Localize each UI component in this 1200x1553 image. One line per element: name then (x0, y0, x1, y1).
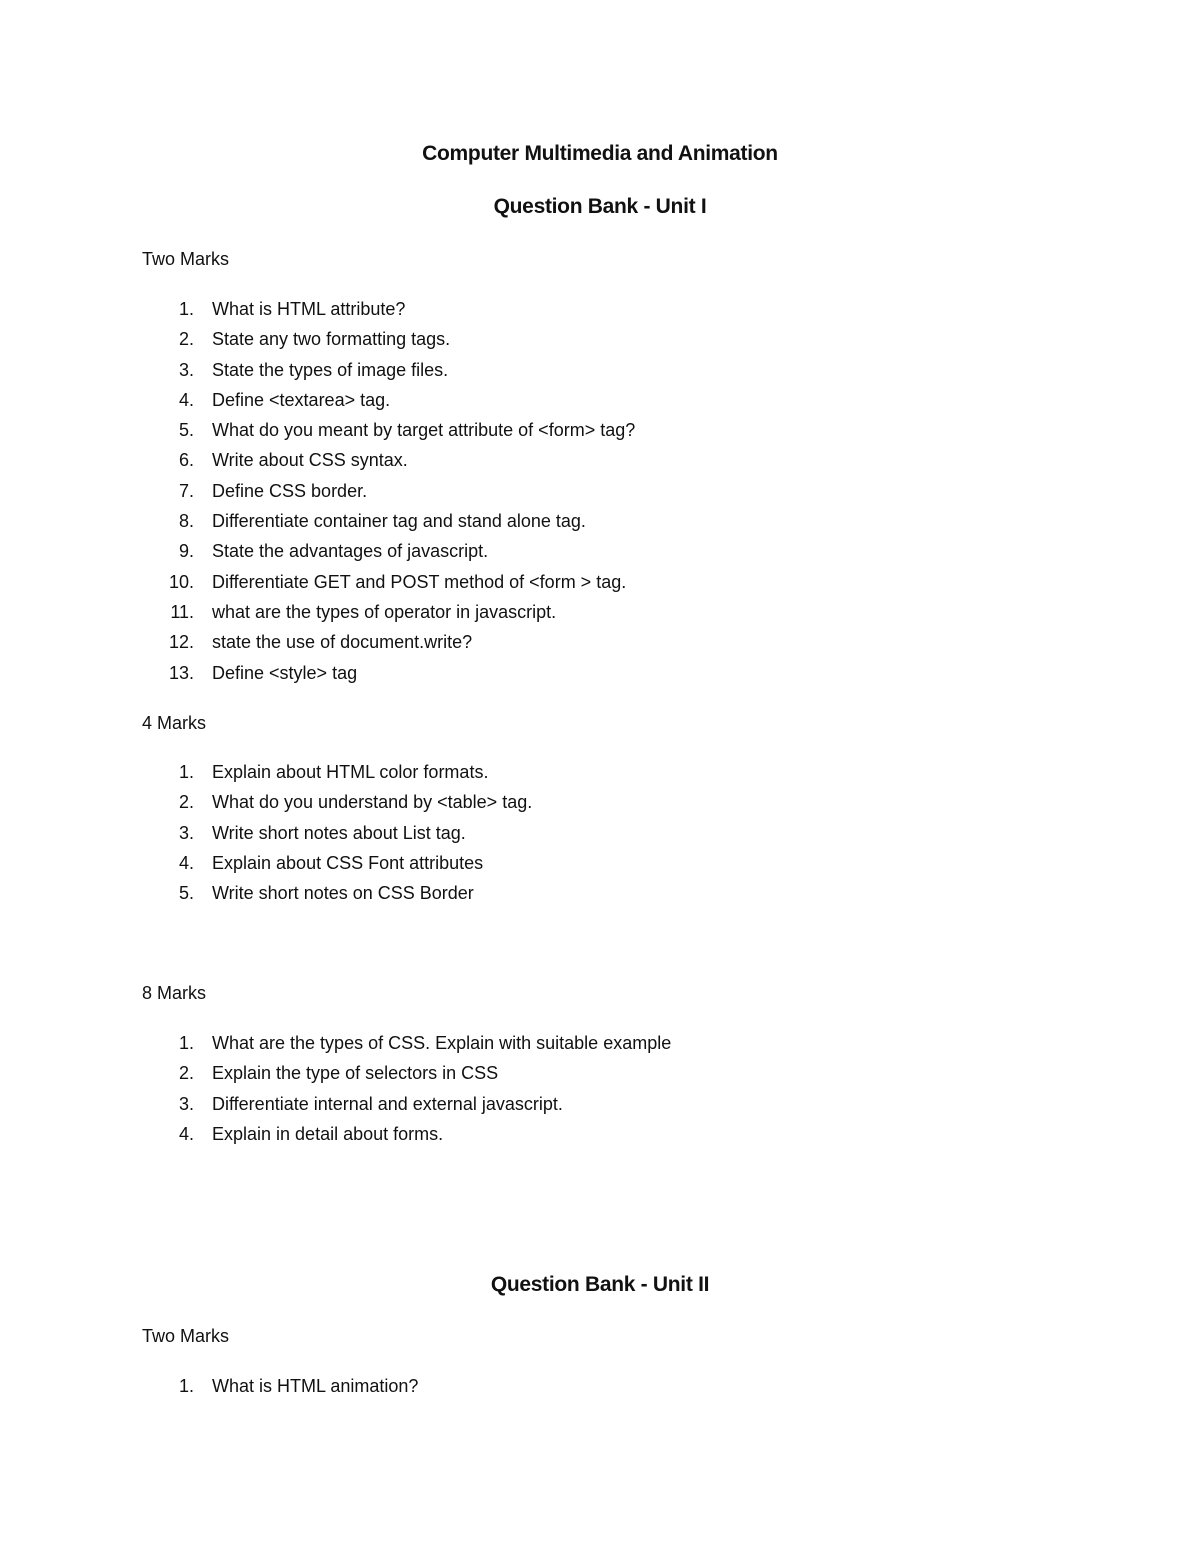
list-item-number: 2. (178, 329, 194, 350)
unit2-heading: Question Bank - Unit II (490, 1273, 710, 1296)
list-item-number: 3. (178, 822, 194, 843)
unit1-heading: Question Bank - Unit I (493, 195, 707, 218)
list-item-number: 5. (178, 420, 194, 441)
unit1-two-marks-label: Two Marks (142, 249, 230, 269)
list-item-text: What do you meant by target attribute of <form> tag? (212, 420, 636, 441)
list-item-number: 2. (178, 1063, 194, 1084)
list-item-number: 13. (168, 662, 194, 683)
list-item-text: State any two formatting tags. (212, 329, 451, 350)
list-item-number: 1. (178, 1033, 194, 1053)
list-item-text: State the types of image files. (212, 359, 449, 380)
list-item-number: 4. (178, 389, 194, 410)
list-item-text: Differentiate container tag and stand alone tag. (212, 511, 586, 532)
list-item-number: 1. (178, 1376, 194, 1396)
list-item-text: Explain in detail about forms. (212, 1123, 444, 1144)
list-item-text: Explain the type of selectors in CSS (212, 1063, 499, 1084)
list-item-number: 3. (178, 1093, 194, 1114)
list-item-number: 2. (178, 792, 194, 813)
list-item-text: state the use of document.write? (212, 632, 473, 653)
list-item-number: 12. (168, 632, 194, 653)
list-item-number: 6. (178, 450, 194, 471)
list-item-text: Write short notes on CSS Border (212, 883, 474, 904)
list-item-text: What is HTML animation? (212, 1376, 419, 1396)
list-item-number: 8. (178, 511, 194, 532)
list-item-text: What are the types of CSS. Explain with suitable example (212, 1033, 672, 1053)
list-item-number: 11. (170, 601, 194, 622)
list-item-number: 5. (178, 883, 194, 904)
list-item-text: State the advantages of javascript. (212, 541, 489, 562)
list-item-text: Write short notes about List tag. (212, 822, 466, 843)
list-item-number: 3. (178, 359, 194, 380)
unit2-two-marks-label: Two Marks (142, 1326, 230, 1346)
unit1-four-marks-label: 4 Marks (142, 713, 207, 733)
list-item-number: 1. (178, 762, 194, 782)
unit1-eight-marks-label: 8 Marks (142, 983, 207, 1003)
list-item-number: 10. (168, 571, 194, 592)
list-item-text: Define <style> tag (212, 662, 358, 683)
list-item-text: Write about CSS syntax. (212, 450, 408, 471)
list-item-text: Explain about CSS Font attributes (212, 852, 484, 873)
list-item-text: Differentiate GET and POST method of <form > tag. (212, 571, 627, 592)
list-item-text: Define CSS border. (212, 480, 368, 501)
list-item-text: Differentiate internal and external javascript. (212, 1093, 563, 1114)
list-item-number: 7. (178, 480, 194, 501)
list-item-text: Define <textarea> tag. (212, 389, 391, 410)
list-item-number: 1. (178, 299, 194, 319)
list-item-text: What do you understand by <table> tag. (212, 792, 533, 813)
list-item-number: 4. (178, 1123, 194, 1144)
list-item-text: what are the types of operator in javascript. (212, 601, 557, 622)
list-item-text: Explain about HTML color formats. (212, 762, 489, 782)
list-item-number: 9. (178, 541, 194, 562)
list-item-number: 4. (178, 852, 194, 873)
document-title: Computer Multimedia and Animation (422, 142, 778, 165)
list-item-text: What is HTML attribute? (212, 299, 406, 319)
